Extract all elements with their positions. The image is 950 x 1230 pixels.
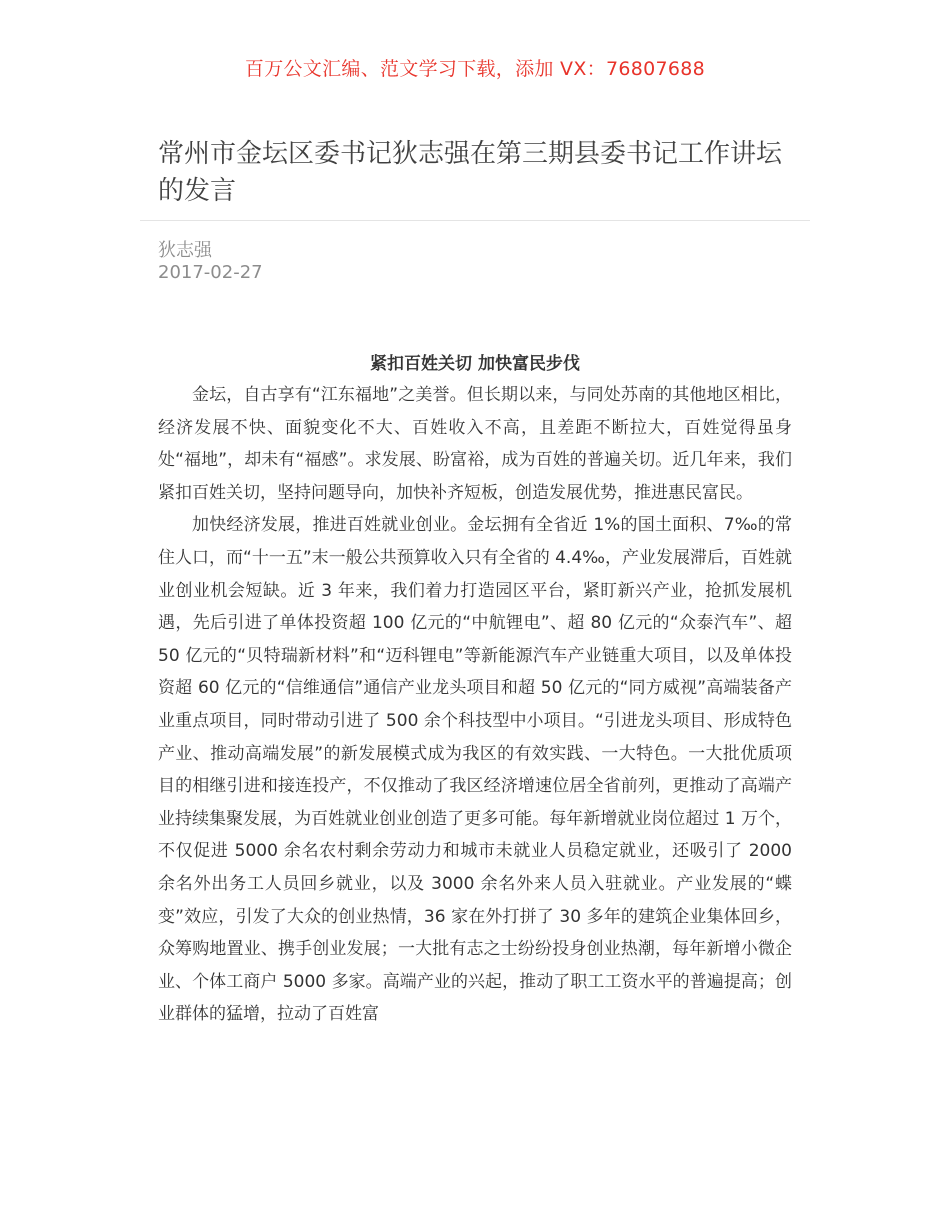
paragraph: 金坛，自古享有“江东福地”之美誉。但长期以来，与同处苏南的其他地区相比，经济发展不快、面貌变化不大、百姓收入不高，且差距不断拉大，百姓觉得虽身处“福地”，却未有“福感”。求发展、盼富裕，成为百姓的普遍关切。近几年来，我们紧扣百姓关切，坚持问题导向，加快补齐短板，创造发展优势，推进惠民富民。: [158, 385, 792, 503]
article-date: 2017-02-27: [158, 262, 263, 283]
page-title: 常州市金坛区委书记狄志强在第三期县委书记工作讲坛的发言: [158, 139, 783, 206]
title-divider: [140, 220, 810, 221]
article-heading: 紧扣百姓关切 加快富民步伐: [370, 354, 580, 374]
article-body: [158, 349, 792, 1031]
promo-banner: 百万公文汇编、范文学习下载，添加 VX：76807688: [244, 58, 706, 80]
article-author: 狄志强: [158, 240, 212, 261]
paragraph: 加快经济发展，推进百姓就业创业。金坛拥有全省近 1%的国土面积、7‰的常住人口，而“十一五”末一般公共预算收入只有全省的 4.4‰，产业发展滞后，百姓就业创业机会短缺。近 3 年来，我们着力打造园区平台，紧盯新兴产业，抢抓发展机遇，先后引进了单体投资超 100 亿元的“中航锂电”、超 80 亿元的“众泰汽车”、超 50 亿元的“贝特瑞新材料”和“迈科锂电”等新能源汽车产业链重大项目，以及单体投资超 60 亿元的“信维通信”通信产业龙头项目和超 50 亿元的“同方威视”高端装备产业重点项目，同时带动引进了 500 余个科技型中小项目。“引进龙头项目、形成特色产业、推动高端发展”的新发展模式成为我区的有效实践、一大特色。一大批优质项目的相继引进和接连投产，不仅推动了我区经济增速位居全省前列，更推动了高端产业持续集聚发展，为百姓就业创业创造了更多可能。每年新增就业岗位超过 1 万个，不仅促进 5000 余名农村剩余劳动力和城市未就业人员稳定就业，还吸引了 2000 余名外出务工人员回乡就业，以及 3000 余名外来人员入驻就业。产业发展的“蝶变”效应，引发了大众的创业热情，36 家在外打拼了 30 多年的建筑企业集体回乡，众筹购地置业、携手创业发展；一大批有志之士纷纷投身创业热潮，每年新增小微企业、个体工商户 5000 多家。高端产业的兴起，推动了职工工资水平的普遍提高；创业群体的猛增，拉动了百姓富: [158, 515, 792, 1025]
